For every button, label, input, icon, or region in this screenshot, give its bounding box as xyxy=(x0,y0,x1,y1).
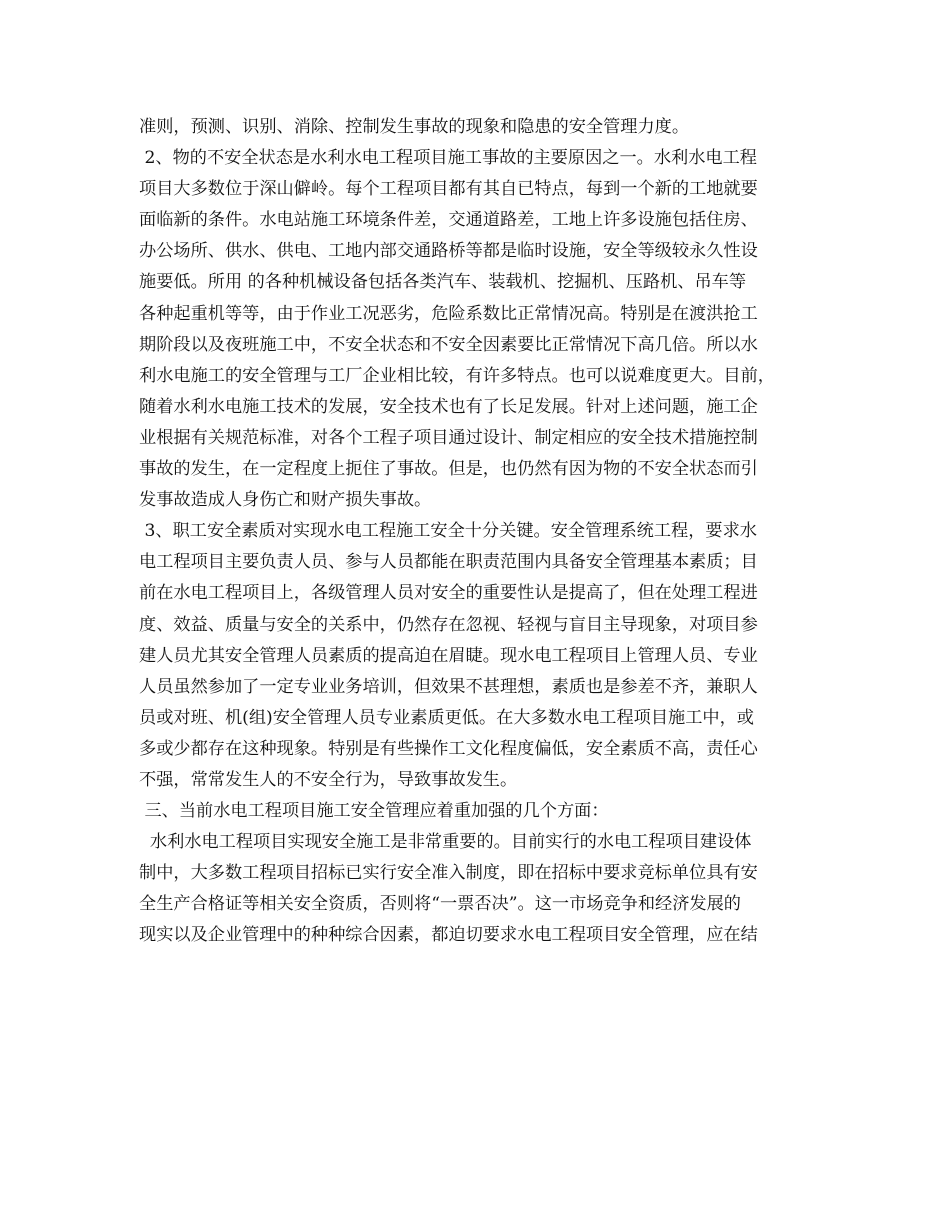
text-line: 办公场所、供水、供电、工地内部交通路桥等都是临时设施，安全等级较永久性设 xyxy=(139,241,758,262)
text-line: 现实以及企业管理中的种种综合因素，都迫切要求水电工程项目安全管理，应在结 xyxy=(139,925,758,946)
text-line: 期阶段以及夜班施工中，不安全状态和不安全因素要比正常情况下高几倍。所以水 xyxy=(139,334,758,355)
text-line: 业根据有关规范标准，对各个工程子项目通过设计、制定相应的安全技术措施控制 xyxy=(139,427,758,448)
text-line: 度、效益、质量与安全的关系中，仍然存在忽视、轻视与盲目主导现象，对项目参 xyxy=(139,614,758,635)
text-line: 施要低。所用 的各种机械设备包括各类汽车、装载机、挖掘机、压路机、吊车等 xyxy=(139,272,747,293)
text-line: 全生产合格证等相关安全资质，否则将“一票否决”。这一市场竞争和经济发展的 xyxy=(139,894,741,915)
text-line: 建人员尤其安全管理人员素质的提高迫在眉睫。现水电工程项目上管理人员、专业 xyxy=(139,645,758,666)
text-line: 三、当前水电工程项目施工安全管理应着重加强的几个方面： xyxy=(139,801,609,822)
text-line: 多或少都存在这种现象。特别是有些操作工文化程度偏低，安全素质不高，责任心 xyxy=(139,738,758,759)
text-line: 随着水利水电施工技术的发展，安全技术也有了长足发展。针对上述问题，施工企 xyxy=(139,396,758,417)
text-line: 水利水电工程项目实现安全施工是非常重要的。目前实行的水电工程项目建设体 xyxy=(139,832,752,853)
text-line: 事故的发生，在一定程度上扼住了事故。但是，也仍然有因为物的不安全状态而引 xyxy=(139,459,758,480)
text-line: 员或对班、机(组)安全管理人员专业素质更低。在大多数水电工程项目施工中，或 xyxy=(139,707,754,728)
text-line: 人员虽然参加了一定专业业务培训，但效果不甚理想，素质也是参差不齐，兼职人 xyxy=(139,676,758,697)
text-line: 项目大多数位于深山僻岭。每个工程项目都有其自已特点，每到一个新的工地就要 xyxy=(139,179,758,200)
text-line: 各种起重机等等，由于作业工况恶劣，危险系数比正常情况高。特别是在渡洪抢工 xyxy=(139,303,758,324)
text-line: 不强，常常发生人的不安全行为，导致事故发生。 xyxy=(139,769,518,790)
text-line: 发事故造成人身伤亡和财产损失事故。 xyxy=(139,490,432,511)
body-text xyxy=(139,112,839,952)
text-line: 3、职工安全素质对实现水电工程施工安全十分关键。安全管理系统工程，要求水 xyxy=(139,521,757,542)
text-line: 2、物的不安全状态是水利水电工程项目施工事故的主要原因之一。水利水电工程 xyxy=(139,148,757,169)
text-line: 前在水电工程项目上，各级管理人员对安全的重要性认是提高了，但在处理工程进 xyxy=(139,583,758,604)
text-line: 利水电施工的安全管理与工厂企业相比较，有许多特点。也可以说难度更大。目前， xyxy=(139,365,775,386)
text-line: 准则，预测、识别、消除、控制发生事故的现象和隐患的安全管理力度。 xyxy=(139,117,690,137)
text-line: 面临新的条件。水电站施工环境条件差，交通道路差，工地上许多设施包括住房、 xyxy=(139,210,758,231)
text-line: 制中，大多数工程项目招标已实行安全准入制度，即在招标中要求竞标单位具有安 xyxy=(139,863,758,884)
text-line: 电工程项目主要负责人员、参与人员都能在职责范围内具备安全管理基本素质；目 xyxy=(139,552,758,573)
